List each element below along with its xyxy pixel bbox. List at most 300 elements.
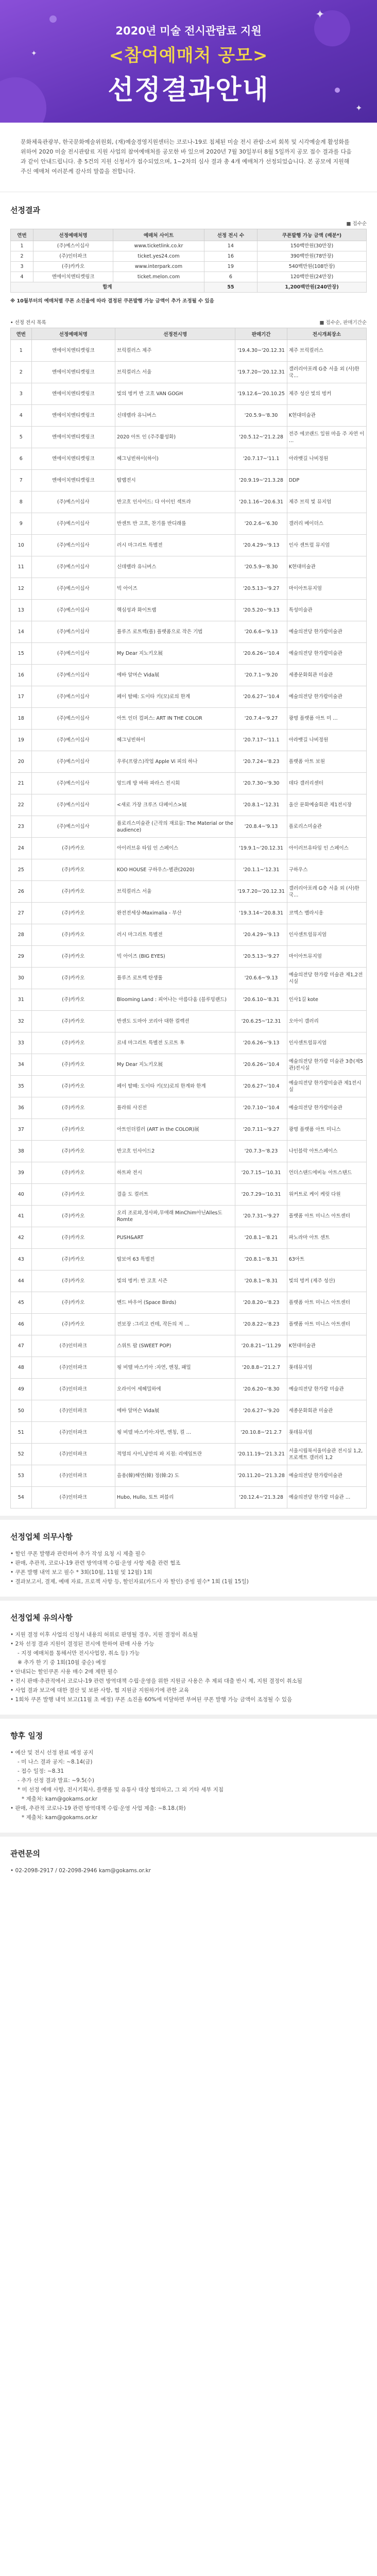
table-cell: (주)예스이십사 (31, 556, 115, 578)
table-cell: 아이러브유 타임 인 스페이스 (115, 838, 235, 859)
table-cell: (주)카카오 (31, 1314, 115, 1335)
table-cell: 21 (11, 773, 32, 794)
table-cell: '20.6.20~'8.30 (235, 1379, 287, 1400)
decor-circle (49, 15, 57, 23)
table-cell: 반센트 반 고흐, 찬기를 반디래를 (115, 513, 235, 535)
schedule-list (10, 1748, 367, 1822)
table-cell: 51 (11, 1422, 32, 1444)
table-row (11, 340, 367, 362)
table-cell: (주)예스이십사 (31, 751, 115, 773)
table-cell: 52 (11, 1444, 32, 1465)
table-cell: '20.5.20~'9.13 (235, 600, 287, 621)
table-cell: (주)인터파크 (33, 251, 113, 262)
table-row (11, 859, 367, 881)
list-item: • 안내되는 할인쿠폰 사용 매수 2매 제한 필수 (10, 1669, 118, 1675)
table-cell: 플랫폼 아트 미니스 아트센터 (287, 1314, 366, 1335)
table-cell: 헤그닝빈하이 (115, 730, 235, 751)
table-cell: 7 (11, 470, 32, 492)
table-row (11, 1076, 367, 1097)
table-cell: 신데렐라 유니버스 (115, 405, 235, 427)
table-cell: (주)카카오 (31, 968, 115, 989)
table-cell: 3 (11, 383, 32, 405)
table-cell: 롯데뮤지엄 (287, 1357, 366, 1379)
table-cell: 탑보여 63 특별전 (115, 1249, 235, 1270)
table-row (11, 241, 367, 251)
banner-category: <참여예매처 공모> (109, 45, 268, 66)
table-cell: 엔에이치엔티켓링크 (31, 448, 115, 470)
table-row (11, 492, 367, 513)
table-cell: K현대미술관 (287, 405, 366, 427)
table-cell: KOO HOUSE 구하우스-별관(2020) (115, 859, 235, 881)
table-cell: 13 (11, 600, 32, 621)
table-cell: ticket.melon.com (113, 272, 204, 282)
column-header: 전시개최장소 (287, 328, 366, 340)
table-row (11, 730, 367, 751)
table-cell: 15 (11, 643, 32, 665)
list-item: - 접수 일정: ~8.31 (18, 1768, 64, 1774)
table-cell: '20.6.26~'10.4 (235, 1054, 287, 1076)
table-row (11, 513, 367, 535)
table-cell: '20.5.13~'9.27 (235, 578, 287, 600)
table-cell: 5 (11, 427, 32, 448)
table-cell: 2 (11, 251, 33, 262)
table-cell: 엔에이치엔티켓링크 (33, 272, 113, 282)
table-cell: 제주 브릭 빛 뮤지엄 (287, 492, 366, 513)
list-item: • 판매, 추관적, 코로나-19 관련 방역대책 수립·운영 사항 제출 관련 협조 (10, 1560, 181, 1566)
table-cell: 적영의 사이,낭만의 파 지점: 리에임트란 (115, 1444, 235, 1465)
table-cell: 6 (204, 272, 257, 282)
table-cell: '20.6.6~'9.13 (235, 968, 287, 989)
results-table (10, 229, 367, 293)
table-cell: 47 (11, 1335, 32, 1357)
table-cell: 스위트 팝 (SWEET POP) (115, 1335, 235, 1357)
table-cell: 50 (11, 1400, 32, 1422)
table-cell: '19.3.14~'20.8.31 (235, 903, 287, 924)
table-cell: 갤러리아포레 G층 서울 외 (사)한국… (287, 362, 366, 383)
schedule-title: 향후 일정 (10, 1731, 43, 1740)
table-row (11, 535, 367, 556)
sum-amount: 1,200백만원(240만장) (257, 282, 366, 293)
table-cell: 러시 마그리트 특별전 (115, 535, 235, 556)
table-cell: 세종문화회관 미술관 (287, 665, 366, 686)
table-row (11, 621, 367, 643)
table-cell: 벤드 바우어 (Space Birds) (115, 1292, 235, 1314)
sum-label: 합계 (11, 282, 204, 293)
table-cell: 아이러브유타임 인 스페이스 (287, 838, 366, 859)
table-cell: 파노라마 아트 센트 (287, 1227, 366, 1249)
table-cell: (주)예스이십사 (31, 492, 115, 513)
table-cell: 페이 탈뗴: 도이타 키(모)로의 한계와 한계 (115, 1076, 235, 1097)
table-cell: (주)카카오 (31, 1076, 115, 1097)
table-cell: '20.11.19~'21.3.21 (235, 1444, 287, 1465)
table-cell: 26 (11, 881, 32, 903)
table-row (11, 1011, 367, 1032)
table-cell: 인사센트럴뮤지엄 (287, 1032, 366, 1054)
table-cell: 1 (11, 340, 32, 362)
list-item: • 지원 결정 이후 사업의 신청서 내용의 허위로 판명될 경우, 지원 결정이 취소될 (10, 1632, 198, 1638)
table-cell: 플랫폼 아트 미니스 아트센터 (287, 1292, 366, 1314)
table-cell: '20.8.21~'11.29 (235, 1335, 287, 1357)
table-row (11, 838, 367, 859)
table-cell: 22 (11, 794, 32, 816)
table-cell: '20.8.8~'21.2.7 (235, 1357, 287, 1379)
table-cell: 하트파 전시 (115, 1162, 235, 1184)
table-cell: 46 (11, 1314, 32, 1335)
table-cell: K현대미술관 (287, 1335, 366, 1357)
table-cell: 르네 마그리트 특별전 도르트 후 (115, 1032, 235, 1054)
table-row (11, 470, 367, 492)
table-cell: 빛의 벙커 반 고흐 VAN GOGH (115, 383, 235, 405)
table-cell: '20.6.25~'12.31 (235, 1011, 287, 1032)
column-header: 연번 (11, 229, 33, 241)
table-cell: 아라뱃길 나비정원 (287, 730, 366, 751)
table-cell: 결을 도 컬러트 (115, 1184, 235, 1206)
list-item: * 제출처: kam@gokams.or.kr (22, 1796, 97, 1802)
results-title: 선정결과 (10, 206, 40, 215)
table-cell: 엔에이치엔티켓링크 (31, 362, 115, 383)
table-cell: 앙드레 방 바하 파라스 전시회 (115, 773, 235, 794)
table-row (11, 251, 367, 262)
table-cell: '19.12.6~'20.10.25 (235, 383, 287, 405)
table-cell: 핑 비델 바스키아:자연, 엔칭, 컬 … (115, 1422, 235, 1444)
table-cell: 17 (11, 686, 32, 708)
table-cell: 11 (11, 556, 32, 578)
list-item: * 미 선정 예매 사항, 전시기획사, 플랫폼 및 유통사 대상 협의하고, 그 외 기타 세부 지침 (18, 1787, 224, 1793)
sparkle-icon: ✦ (355, 103, 363, 113)
list-item: • 02-2098-2917 / 02-2098-2946 kam@gokams.or.kr (10, 1868, 151, 1874)
table-cell: '20.8.4~'9.13 (235, 816, 287, 838)
table-cell: 예술의전당 한가람미술관 (287, 1465, 366, 1487)
column-header: 선정예매처명 (31, 328, 115, 340)
table-cell: (주)예스이십사 (31, 686, 115, 708)
table-row (11, 1314, 367, 1335)
table-cell: 엔에이치엔티켓링크 (31, 405, 115, 427)
table-cell: 8 (11, 492, 32, 513)
table-cell: 예술의전당 한가람 미술관 (287, 1379, 366, 1400)
table-cell: 핵심성과 화이트랩 (115, 600, 235, 621)
table-cell: 150백만원(30만장) (257, 241, 366, 251)
table-cell: (주)예스이십사 (31, 816, 115, 838)
table-cell: 페이 탈뗴: 도이타 키(모)로의 한계 (115, 686, 235, 708)
table-cell: DDP (287, 470, 366, 492)
table-row (11, 1487, 367, 1509)
sparkle-icon: ✦ (31, 49, 37, 58)
banner-subtitle: 2020년 미술 전시관람료 지원 (115, 25, 262, 37)
table-cell: (주)예스이십사 (31, 535, 115, 556)
table-row (11, 773, 367, 794)
table-cell: My Dear 지노키오展 (115, 643, 235, 665)
table-cell: (주)카카오 (31, 881, 115, 903)
table-cell: (주)카카오 (31, 1249, 115, 1270)
table-cell: (주)인터파크 (31, 1357, 115, 1379)
table-row (11, 427, 367, 448)
table-cell: 브릭컬러스 제주 (115, 340, 235, 362)
table-cell: K현대미술관 (287, 556, 366, 578)
table-cell: (주)예스이십사 (31, 600, 115, 621)
table-cell: 플로리스미술관 (287, 816, 366, 838)
table-cell: 14 (204, 241, 257, 251)
table-cell: 아트 인더 컴퍼스: ART IN THE COLOR (115, 708, 235, 730)
table-row (11, 556, 367, 578)
banner-title: 선정결과안내 (108, 75, 269, 106)
list-item: • 쿠폰 발행 내역 보고 필수 * 3회(10월, 11월 및 12월) 1회 (10, 1569, 152, 1575)
table-row (11, 686, 367, 708)
sum-count: 55 (204, 282, 257, 293)
table-cell: 플로리스미술관 (근작의 재료들: The Material or the audience) (115, 816, 235, 838)
table-cell: 36 (11, 1097, 32, 1119)
table-cell: (주)카카오 (31, 1270, 115, 1292)
table-cell: 540백만원(108만장) (257, 262, 366, 272)
table-cell: 갤러리 베이더스 (287, 513, 366, 535)
list-item: • 1회차 쿠폰 발행 내역 보고(11월 초 예정) 쿠폰 소진율 60%에 미달하면 부여된 쿠폰 발행 가능 금액이 조정될 수 있음 (10, 1697, 293, 1703)
table-cell: '20.7.15~'10.31 (235, 1162, 287, 1184)
table-cell: 을용(韓)해연(韓) 정(韓:2) 도 (115, 1465, 235, 1487)
obligations-list (10, 1549, 367, 1586)
table-cell: 16 (11, 665, 32, 686)
table-cell: 29 (11, 946, 32, 968)
intro-text: 문화체육관광부, 한국문화예술위원회, (재)예술경영지원센터는 코로나-19로 침체된 미술 전시 관람·소비 회복 및 시각예술계 활성화를 위하여 2020 미술 전시관람료 지원 사업의 참여예매처를 공모한 바 있으며 2020년 7월 30일부터 8월 5일까지 공모 접수 결과를 다음과 같이 안내드립니다. 총 5건의 지원 신청서가 접수되었으며, 1~2차의 심사 결과 총 4개 예매처가 선정되었습니다. 본 공모에 지원해 주신 예매처 여러분께 감사의 말씀을 전합니다. (0, 123, 377, 192)
table-cell: 2020 아트 인 (주주활성화) (115, 427, 235, 448)
table-cell: 에바 알머슨 Vida展 (115, 1400, 235, 1422)
table-cell: 아라뱃길 나비정원 (287, 448, 366, 470)
table-cell: 아트인더컬러 (ART in the COLOR)展 (115, 1119, 235, 1141)
table-cell: 인사센트럴뮤지엄 (287, 924, 366, 946)
table-row (11, 1400, 367, 1422)
table-row (11, 665, 367, 686)
results-unit-note: ■ 접수순 (346, 221, 367, 227)
table-cell: 30 (11, 968, 32, 989)
table-cell: 33 (11, 1032, 32, 1054)
table-cell: '20.4.29~'9.13 (235, 924, 287, 946)
table-cell: (주)인터파크 (31, 1379, 115, 1400)
table-cell: 45 (11, 1292, 32, 1314)
table-cell: 12 (11, 578, 32, 600)
table-cell: 6 (11, 448, 32, 470)
table-cell: (주)인터파크 (31, 1465, 115, 1487)
table-cell: 오라이어 세헤밀하에 (115, 1379, 235, 1400)
list-item: • 판매, 추관적 코로나-19 관련 방역대책 수립·운영 사업 제출: ~8.18.(화) (10, 1805, 186, 1811)
table-cell: My Dear 지노키오展 (115, 1054, 235, 1076)
table-cell: 35 (11, 1076, 32, 1097)
table-cell: (주)카카오 (31, 1119, 115, 1141)
table-cell: 엔에이치엔티켓링크 (31, 383, 115, 405)
table-cell: 구하우스 (287, 859, 366, 881)
table-row (11, 1227, 367, 1249)
table-cell: (주)카카오 (31, 1097, 115, 1119)
table-cell: 특성미술관 (287, 600, 366, 621)
table-row (11, 448, 367, 470)
column-header: 연번 (11, 328, 32, 340)
table-cell: 플루즈 로트렉 탄생롤 (115, 968, 235, 989)
table-cell: 헤그닝빈하이(하이) (115, 448, 235, 470)
results-section (0, 192, 377, 316)
table-cell: 예술의전당 한가람 미술관 제1,2전시실 (287, 968, 366, 989)
table-cell: 브릭컬러스 서울 (115, 362, 235, 383)
list-item: • 결과보고서, 결제, 예매 자료, 프로젝 사항 등, 할인자료(카드사 자 할인) 증빙 필수* 1회 (1월 15일) (10, 1579, 249, 1585)
table-cell: 14 (11, 621, 32, 643)
table-cell: ticket.yes24.com (113, 251, 204, 262)
table-cell: (주)카카오 (33, 262, 113, 272)
table-cell: 예술의전당 한가람미술관 (287, 1097, 366, 1119)
table-cell: '20.2.6~'6.30 (235, 513, 287, 535)
table-cell: 1 (11, 241, 33, 251)
table-cell: '20.7.11~'9.27 (235, 1119, 287, 1141)
table-row (11, 1032, 367, 1054)
table-cell: 플랫폼 아트 미니스 아트센터 (287, 1206, 366, 1227)
table-row (11, 405, 367, 427)
table-cell: 데다 갤러리센터 (287, 773, 366, 794)
table-cell: 42 (11, 1227, 32, 1249)
table-cell: 예술의전당 한가람미술관 (287, 643, 366, 665)
list-item: • 전시 판매·추관적에서 코로나-19 관련 방역대책 수립·운영을 위한 지원금 사용은 추 제외 대출 반시 제, 지원 결정이 취소됨 (10, 1678, 302, 1684)
table-cell: 탑랩전시 (115, 470, 235, 492)
table-cell: '20.6.26~'10.4 (235, 643, 287, 665)
table-cell: 반고흐 인사이드2 (115, 1141, 235, 1162)
table-cell: '20.5.9~'8.30 (235, 556, 287, 578)
cautions-title: 선정업체 유의사항 (10, 1613, 73, 1622)
table-row (11, 1097, 367, 1119)
table-cell: 전보장 :그리고 컨테, 작든의 저 … (115, 1314, 235, 1335)
table-cell: (주)인터파크 (31, 1335, 115, 1357)
table-cell: (주)카카오 (31, 1054, 115, 1076)
table-cell: 마이아트뮤지엄 (287, 578, 366, 600)
table-row (11, 989, 367, 1011)
table-cell: 54 (11, 1487, 32, 1509)
table-cell: 광명 플랫폼 아트 미 … (287, 708, 366, 730)
table-cell: '20.4.29~'9.13 (235, 535, 287, 556)
table-cell: 27 (11, 903, 32, 924)
table-cell: 31 (11, 989, 32, 1011)
table-row (11, 1249, 367, 1270)
obligations-title: 선정업체 의무사항 (10, 1532, 73, 1541)
table-cell: 3 (11, 262, 33, 272)
table-cell: (주)인터파크 (31, 1444, 115, 1465)
table-cell: '20.11.20~'21.3.28 (235, 1465, 287, 1487)
table-cell: '20.6.27~'10.4 (235, 686, 287, 708)
table-row (11, 1270, 367, 1292)
table-cell: www.interpark.com (113, 262, 204, 272)
table-cell: (주)카카오 (31, 1206, 115, 1227)
table-row (11, 1292, 367, 1314)
table-cell: '20.6.27~'10.4 (235, 1076, 287, 1097)
exhibits-table (10, 328, 367, 1509)
table-row (11, 968, 367, 989)
table-row (11, 1444, 367, 1465)
table-cell: 빛의 벙커: 반 고흐 시즌 (115, 1270, 235, 1292)
table-row (11, 1119, 367, 1141)
table-cell: '19.7.20~'20.12.31 (235, 362, 287, 383)
header-banner (0, 0, 377, 123)
table-cell: '20.9.19~'21.3.28 (235, 470, 287, 492)
table-cell: 25 (11, 859, 32, 881)
table-cell: 19 (204, 262, 257, 272)
table-cell: (주)카카오 (31, 1184, 115, 1206)
table-row (11, 1054, 367, 1076)
table-cell: 390백만원(78만장) (257, 251, 366, 262)
table-cell: '20.7.4~'9.27 (235, 708, 287, 730)
table-cell: (주)예스이십사 (31, 621, 115, 643)
table-row (11, 1184, 367, 1206)
table-cell: '20.5.12~'21.2.28 (235, 427, 287, 448)
table-cell: 4 (11, 272, 33, 282)
table-cell: 빅 아이즈 (115, 578, 235, 600)
table-cell: '20.7.30~'9.30 (235, 773, 287, 794)
table-row (11, 1162, 367, 1184)
table-cell: 마이아트뮤지엄 (287, 946, 366, 968)
table-row (11, 708, 367, 730)
table-cell: 핑 비텔 바스키아 :자연, 엔칭, 패밀 (115, 1357, 235, 1379)
table-cell: (주)카카오 (31, 1292, 115, 1314)
table-cell: 19 (11, 730, 32, 751)
table-cell: (주)카카오 (31, 838, 115, 859)
table-cell: (주)카카오 (31, 1141, 115, 1162)
table-cell: '20.7.24~'8.23 (235, 751, 287, 773)
table-cell: '20.6.26~'9.13 (235, 1032, 287, 1054)
table-cell: 63아트 (287, 1249, 366, 1270)
exhibits-unit-note: ■ 접수순, 판매기간순 (319, 320, 367, 326)
table-cell: '20.6.6~'9.13 (235, 621, 287, 643)
table-cell: '20.8.1~'12.31 (235, 794, 287, 816)
list-item: ※ 추가 한 기 중 1회(10월 중순) 예정 (18, 1659, 106, 1666)
table-cell: 24 (11, 838, 32, 859)
table-cell: 플루즈 로트렉(플) 플랫폼으로 작은 기법 (115, 621, 235, 643)
table-cell: '19.7.20~'20.12.31 (235, 881, 287, 903)
table-cell: (주)카카오 (31, 946, 115, 968)
table-cell: (주)예스이십사 (31, 708, 115, 730)
table-cell: (주)예스이십사 (31, 643, 115, 665)
table-cell: 4 (11, 405, 32, 427)
table-cell: 세종문화회관 미술관 (287, 1400, 366, 1422)
table-cell: '20.8.22~'8.23 (235, 1314, 287, 1335)
table-cell: '20.7.29~'10.31 (235, 1184, 287, 1206)
table-row (11, 1335, 367, 1357)
table-row (11, 1379, 367, 1400)
table-cell: 제주 성산 빛의 벙커 (287, 383, 366, 405)
table-cell: '19.9.1~'20.12.31 (235, 838, 287, 859)
table-cell: 9 (11, 513, 32, 535)
table-cell: 41 (11, 1206, 32, 1227)
table-cell: (주)예스이십사 (31, 794, 115, 816)
table-row (11, 881, 367, 903)
table-cell: (주)인터파크 (31, 1422, 115, 1444)
table-row (11, 383, 367, 405)
table-cell: 엔에이치엔티켓링크 (31, 427, 115, 448)
sparkle-icon: ✦ (315, 8, 325, 21)
table-sum-row (11, 282, 367, 293)
table-cell: PUSH&ART (115, 1227, 235, 1249)
table-cell: 48 (11, 1357, 32, 1379)
table-row (11, 1422, 367, 1444)
table-cell: (주)카카오 (31, 924, 115, 946)
table-cell: '20.10.8~'21.2.7 (235, 1422, 287, 1444)
table-cell: 에바 알머슨 Vida展 (115, 665, 235, 686)
table-cell: 반고흐 인사이드: 다 아이인 섹트라 (115, 492, 235, 513)
cautions-list (10, 1630, 367, 1704)
table-cell: (주)카카오 (31, 1162, 115, 1184)
table-cell: 예술의전당 한가람미술관 (287, 621, 366, 643)
table-cell: 28 (11, 924, 32, 946)
table-cell: 완전전세상-Maximalia - 부산 (115, 903, 235, 924)
table-cell: 예술의전당 한가람미술관 (287, 686, 366, 708)
table-cell: '20.8.1~'8.31 (235, 1249, 287, 1270)
table-cell: '20.7.17~'11.1 (235, 730, 287, 751)
table-cell: '20.12.4~'21.3.28 (235, 1487, 287, 1509)
column-header: 쿠폰발행 가능 금액 (배분*) (257, 229, 366, 241)
table-cell: 20 (11, 751, 32, 773)
column-header: 판매기간 (235, 328, 287, 340)
cautions-section (0, 1597, 377, 1715)
table-row (11, 1357, 367, 1379)
